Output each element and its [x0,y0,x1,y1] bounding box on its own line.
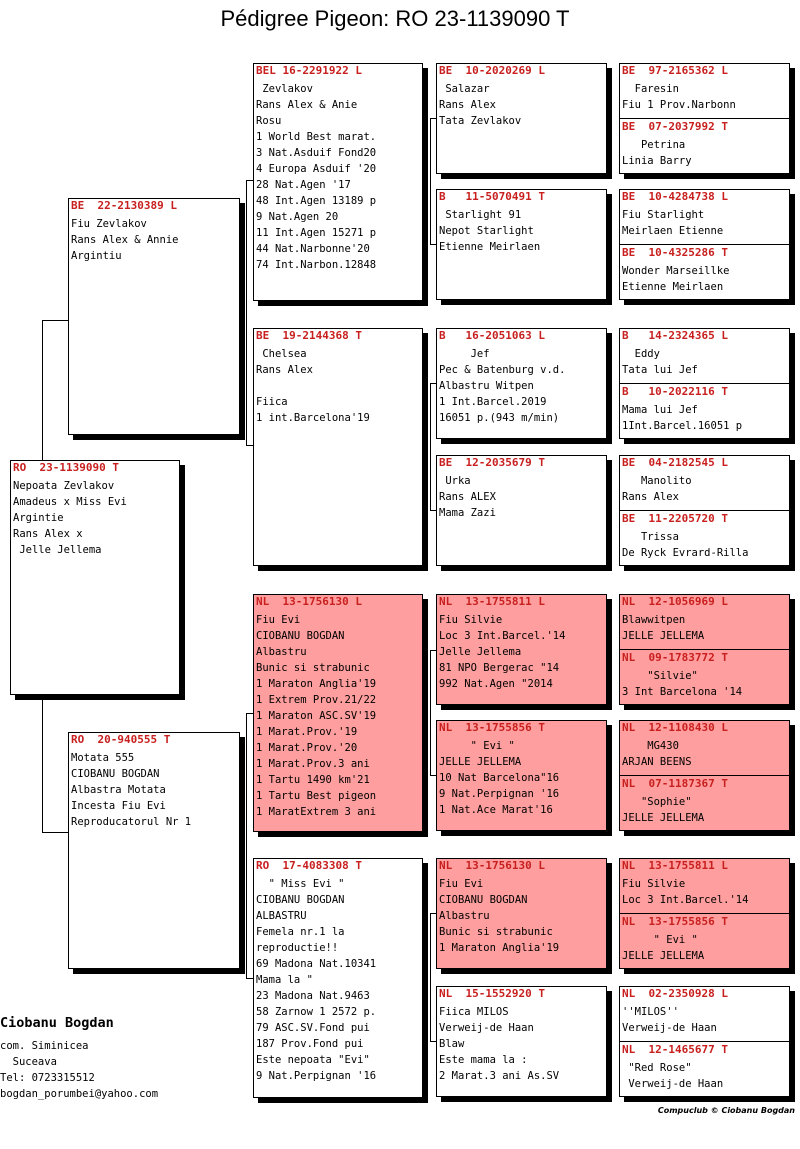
detail-line: 1 Marat.Prov.3 ani [256,758,370,770]
ring-number: BE 22-2130389 L [71,199,177,212]
detail-line: 23 Madona Nat.9463 [256,990,370,1002]
gen5-card-8[interactable] [620,512,789,566]
detail-line: 1 int.Barcelona'19 [256,412,370,424]
pigeon-details [69,750,239,830]
detail-line: Rans ALEX [439,491,496,503]
gen5-pair-4 [619,455,790,566]
gen5-card-13[interactable] [620,859,789,914]
dam-card[interactable] [68,732,240,969]
detail-line: Linia Barry [622,155,692,167]
detail-line: Rans Alex & Anie [256,99,358,111]
detail-line: Argintiu [71,250,122,262]
pigeon-details [620,81,789,113]
pigeon-details [437,207,606,255]
detail-line: Fiu Evi [256,614,301,626]
detail-line: Albastra Motata [71,784,166,796]
detail-line: Reproducatorul Nr 1 [71,816,192,828]
gen5-pair-5 [619,594,790,705]
detail-line: Verweij-de Haan [439,1022,534,1034]
detail-line: Rans Alex [622,491,679,503]
detail-line: reproductie!! [256,942,339,954]
divider [620,118,789,119]
ring-number: BE 97-2165362 L [622,64,728,77]
detail-line: "Red Rose" [622,1062,692,1074]
detail-line: MG430 [622,740,679,752]
connector-line [42,832,68,833]
divider [620,913,789,914]
pigeon-details [620,207,789,239]
gen5-pair-7 [619,858,790,969]
detail-line: Argintie [13,512,64,524]
detail-line: Fiu Zevlakov [71,218,147,230]
detail-line: 81 NPO Bergerac "14 [439,662,560,674]
ring-number: BE 12-2035679 T [439,456,545,469]
detail-line: Mama Zazi [439,507,496,519]
detail-line: 4 Europa Asduif '20 [256,163,377,175]
detail-line: Rans Alex & Annie [71,234,179,246]
detail-line: Rans Alex [439,99,496,111]
detail-line: 1 Tartu 1490 km'21 [256,774,370,786]
detail-line: Mama lui Jef [622,404,698,416]
ring-number: B 11-5070491 T [439,190,545,203]
detail-line: Zevlakov [256,83,313,95]
detail-line: Blawwitpen [622,614,686,626]
detail-line: Este nepoata "Evi" [256,1054,370,1066]
detail-line: Fiu Evi [439,878,484,890]
pigeon-details [11,478,179,558]
ring-number: NL 15-1552920 T [439,987,545,1000]
detail-line: Pec & Batenburg v.d. [439,364,566,376]
grandsire-maternal-card[interactable] [253,594,423,832]
gen5-card-15[interactable] [620,987,789,1042]
pigeon-details [620,738,789,770]
gen5-card-16[interactable] [620,1043,789,1097]
ring-number: NL 13-1755856 T [622,915,728,928]
page-title: Pédigree Pigeon: RO 23-1139090 T [220,6,570,31]
detail-line: 74 Int.Narbon.12848 [256,259,377,271]
ring-number: B 10-2022116 T [622,385,728,398]
ring-number: BEL 16-2291922 L [256,64,362,77]
gen5-card-7[interactable] [620,456,789,511]
gen5-pair-3 [619,328,790,439]
detail-line: Rosu [256,115,282,127]
ring-number: NL 13-1755811 L [439,595,545,608]
gen5-pair-8 [619,986,790,1097]
detail-line: 1 Int.Barcel.2019 [439,396,547,408]
detail-line: ''MILOS'' [622,1006,679,1018]
gen4-card-3[interactable] [436,328,607,439]
detail-line: Tata Zevlakov [439,115,522,127]
detail-line: Starlight 91 [439,209,522,221]
detail-line: 11 Int.Agen 15271 p [256,227,377,239]
detail-line: 9 Nat.Perpignan '16 [439,788,560,800]
detail-line: CIOBANU BOGDAN [256,630,345,642]
detail-line: De Ryck Evrard-Rilla [622,547,749,559]
pigeon-details [620,876,789,908]
ring-number: BE 07-2037992 T [622,120,728,133]
detail-line: 1Int.Barcel.16051 p [622,420,743,432]
divider [620,244,789,245]
breeder-phone: Tel: 0723315512 [0,1072,95,1084]
detail-line: Etienne Meirlaen [622,281,724,293]
breeder-address-line: com. Siminicea [0,1040,89,1052]
detail-line: 1 Tartu Best pigeon [256,790,377,802]
gen5-card-11[interactable] [620,721,789,776]
detail-line: Fiu 1 Prov.Narbonn [622,99,736,111]
detail-line: JELLE JELLEMA [622,950,705,962]
detail-line: "Sophie" [622,796,692,808]
pigeon-details [254,876,422,1084]
detail-line: Nepoata Zevlakov [13,480,115,492]
ring-number: NL 12-1108430 L [622,721,728,734]
detail-line: Loc 3 Int.Barcel.'14 [439,630,566,642]
gen5-pair-6 [619,720,790,831]
detail-line: 3 Nat.Asduif Fond20 [256,147,377,159]
connector-line [42,320,68,321]
detail-line: 1 Maraton Anglia'19 [439,942,560,954]
detail-line [254,378,422,394]
pigeon-details [620,263,789,295]
gen5-card-4[interactable] [620,246,789,300]
detail-line: 3 Int Barcelona '14 [622,686,743,698]
pigeon-details [69,216,239,264]
detail-line: 9 Nat.Perpignan '16 [256,1070,377,1082]
detail-line: Fiu Silvie [439,614,503,626]
grandsire-paternal-card[interactable] [253,63,423,301]
breeder-address-line: Suceava [0,1056,57,1068]
detail-line: Salazar [439,83,490,95]
pigeon-details [437,473,606,521]
detail-line: 44 Nat.Narbonne'20 [256,243,370,255]
detail-line: 9 Nat.Agen 20 [256,211,339,223]
detail-line: Fiu Starlight [622,209,705,221]
connector-line [246,978,253,979]
detail-line: " Evi " [622,934,698,946]
ring-number: RO 23-1139090 T [13,461,119,474]
gen5-card-6[interactable] [620,385,789,439]
pigeon-details [620,612,789,644]
detail-line: Etienne Meirlaen [439,241,541,253]
detail-line: Este mama la : [439,1054,528,1066]
detail-line: Wonder Marseillke [622,265,730,277]
detail-line: Albastru Witpen [439,380,534,392]
detail-line: CIOBANU BOGDAN [439,894,528,906]
gen4-card-6[interactable] [436,720,607,831]
detail-line: Fiica MILOS [439,1006,509,1018]
ring-number: B 16-2051063 L [439,329,545,342]
pigeon-details [620,473,789,505]
detail-line: Verweij-de Haan [622,1022,717,1034]
detail-line: 69 Madona Nat.10341 [256,958,377,970]
detail-line: Verweij-de Haan [622,1078,724,1090]
detail-line: " Miss Evi " [256,878,345,890]
detail-line: Rans Alex [256,364,313,376]
detail-line: Albastru [256,646,307,658]
detail-line: 58 Zarnow 1 2572 p. [256,1006,377,1018]
detail-line: 1 Marat.Prov.'19 [256,726,358,738]
detail-line: ARJAN BEENS [622,756,692,768]
connector-line [430,913,431,1041]
detail-line: 1 Marat.Prov.'20 [256,742,358,754]
gen5-card-9[interactable] [620,595,789,650]
gen4-card-8[interactable] [436,986,607,1097]
detail-line: Albastru [439,910,490,922]
pigeon-details [620,1060,789,1092]
detail-line: 10 Nat Barcelona"16 [439,772,560,784]
ring-number: NL 07-1187367 T [622,777,728,790]
detail-line: Jelle Jellema [439,646,522,658]
ring-number: NL 12-1465677 T [622,1043,728,1056]
detail-line: Petrina [622,139,686,151]
gen4-card-5[interactable] [436,594,607,705]
breeder-name: Ciobanu Bogdan [0,1015,114,1031]
detail-line: 1 Nat.Ace Marat'16 [439,804,553,816]
connector-line [430,118,431,244]
detail-line: 48 Int.Agen 13189 p [256,195,377,207]
pigeon-details [620,346,789,378]
gen5-card-14[interactable] [620,915,789,969]
gen4-card-2[interactable] [436,189,607,300]
detail-line: 1 Extrem Prov.21/22 [256,694,377,706]
subject-pigeon-card[interactable] [10,460,180,695]
detail-line: Jef [439,348,490,360]
detail-line: Bunic si strabunic [256,662,370,674]
connector-line [246,713,247,978]
ring-number: BE 10-2020269 L [439,64,545,77]
pigeon-details [437,1004,606,1084]
detail-line: Blaw [439,1038,465,1050]
pigeon-details [254,81,422,273]
pigeon-details [437,738,606,818]
pigeon-details [620,529,789,561]
detail-line: JELLE JELLEMA [439,756,522,768]
ring-number: RO 17-4083308 T [256,859,362,872]
gen4-card-7[interactable] [436,858,607,969]
detail-line: ALBASTRU [256,910,307,922]
pigeon-details [620,402,789,434]
detail-line: Mama la " [256,974,313,986]
ring-number: NL 13-1755856 T [439,721,545,734]
granddam-paternal-card[interactable] [253,328,423,566]
detail-line: JELLE JELLEMA [622,812,705,824]
gen4-card-4[interactable] [436,455,607,566]
detail-line: Urka [439,475,471,487]
connector-line [246,445,253,446]
divider [620,383,789,384]
sire-card[interactable] [68,198,240,435]
ring-number: BE 10-4284738 L [622,190,728,203]
divider [620,1041,789,1042]
ring-number: BE 19-2144368 T [256,329,362,342]
pigeon-details [620,794,789,826]
detail-line: Loc 3 Int.Barcel.'14 [622,894,749,906]
divider [620,649,789,650]
detail-line: 2 Marat.3 ani As.SV [439,1070,560,1082]
pigeon-details [437,876,606,956]
connector-line [42,695,43,832]
gen5-card-12[interactable] [620,777,789,831]
pigeon-details [254,612,422,820]
gen5-card-5[interactable] [620,329,789,384]
detail-line: Bunic si strabunic [439,926,553,938]
ring-number: BE 11-2205720 T [622,512,728,525]
divider [620,510,789,511]
connector-line [430,650,431,775]
divider [620,775,789,776]
ring-number: NL 09-1783772 T [622,651,728,664]
gen5-card-10[interactable] [620,651,789,705]
detail-line: CIOBANU BOGDAN [256,894,345,906]
detail-line: 187 Prov.Fond pui [256,1038,364,1050]
pigeon-details [620,932,789,964]
detail-line: " Evi " [439,740,515,752]
pigeon-details [437,81,606,129]
footer-credit: Compuclub © Ciobanu Bogdan [657,1106,795,1115]
pigeon-details [437,346,606,426]
pigeon-details [254,346,422,426]
detail-line: Motata 555 [71,752,135,764]
detail-line: Fiica [256,396,288,408]
detail-line: Faresin [622,83,679,95]
detail-line: 79 ASC.SV.Fond pui [256,1022,370,1034]
ring-number: NL 13-1756130 L [439,859,545,872]
gen5-card-2[interactable] [620,120,789,174]
ring-number: NL 02-2350928 L [622,987,728,1000]
breeder-email[interactable]: bogdan_porumbei@yahoo.com [0,1088,159,1100]
detail-line: CIOBANU BOGDAN [71,768,160,780]
connector-line [42,320,43,460]
pigeon-details [437,612,606,692]
connector-line [246,180,253,181]
detail-line: Chelsea [256,348,307,360]
detail-line: Manolito [622,475,692,487]
detail-line: Jelle Jellema [13,544,102,556]
detail-line: Amadeus x Miss Evi [13,496,127,508]
connector-line [430,383,431,510]
gen5-pair-2 [619,189,790,300]
detail-line: Rans Alex x [13,528,83,540]
gen5-pair-1 [619,63,790,174]
ring-number: NL 13-1756130 L [256,595,362,608]
detail-line: 28 Nat.Agen '17 [256,179,351,191]
detail-line: 1 MaratExtrem 3 ani [256,806,377,818]
detail-line: "Silvie" [622,670,698,682]
detail-line: JELLE JELLEMA [622,630,705,642]
pigeon-details [620,1004,789,1036]
ring-number: NL 12-1056969 L [622,595,728,608]
detail-line: Trissa [622,531,679,543]
ring-number: BE 04-2182545 L [622,456,728,469]
ring-number: BE 10-4325286 T [622,246,728,259]
detail-line: 16051 p.(943 m/min) [439,412,560,424]
gen5-card-1[interactable] [620,64,789,119]
pigeon-details [620,668,789,700]
detail-line: Femela nr.1 la [256,926,345,938]
detail-line: 1 Maraton ASC.SV'19 [256,710,377,722]
detail-line: Meirlaen Etienne [622,225,724,237]
detail-line: 992 Nat.Agen "2014 [439,678,553,690]
connector-line [246,713,253,714]
detail-line: Incesta Fiu Evi [71,800,166,812]
ring-number: NL 13-1755811 L [622,859,728,872]
detail-line: Eddy [622,348,660,360]
granddam-maternal-card[interactable] [253,858,423,1098]
detail-line: 1 World Best marat. [256,131,377,143]
pigeon-details [620,137,789,169]
detail-line: 1 Maraton Anglia'19 [256,678,377,690]
detail-line: Nepot Starlight [439,225,534,237]
gen5-card-3[interactable] [620,190,789,245]
detail-line: Fiu Silvie [622,878,686,890]
gen4-card-1[interactable] [436,63,607,174]
ring-number: RO 20-940555 T [71,733,171,746]
ring-number: B 14-2324365 L [622,329,728,342]
detail-line: Tata lui Jef [622,364,698,376]
connector-line [246,180,247,445]
